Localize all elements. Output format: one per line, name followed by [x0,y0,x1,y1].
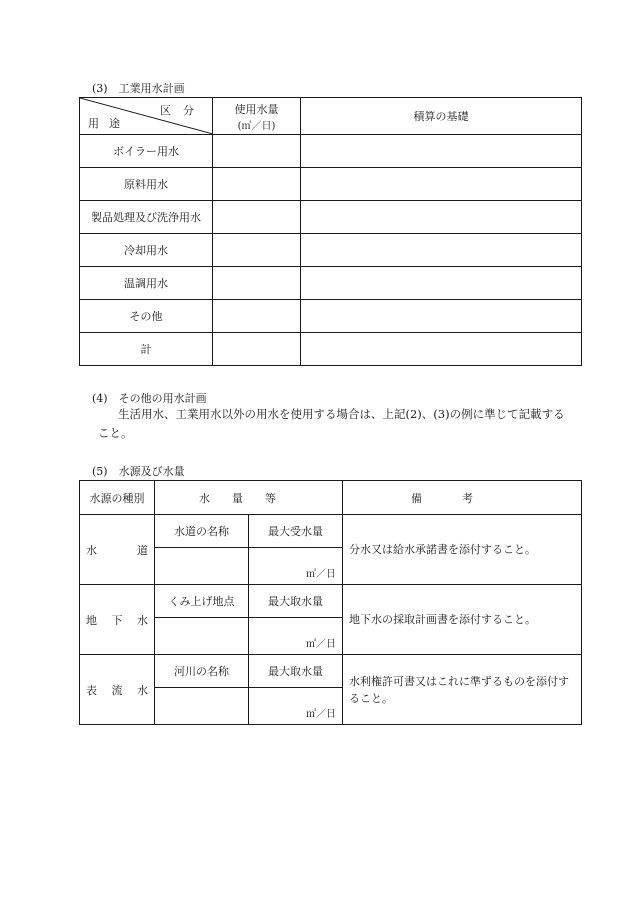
basis-input-cell[interactable] [301,267,582,300]
table-row [80,234,582,267]
name-label: 水道の名称 [155,515,249,548]
usage-input-cell[interactable] [213,333,301,366]
header-usage-cell [213,98,301,135]
industrial-water-plan-table [79,97,582,366]
basis-input-cell[interactable] [301,135,582,168]
source-kind: 表流水 [80,655,155,725]
row-label: 冷却用水 [80,234,213,267]
amount-unit[interactable]: ㎥／日 [249,548,343,585]
table-row [80,585,582,618]
section5-title: (5) 水源及び水量 [92,465,185,478]
source-note: 水利権許可書又はこれに準ずるものを添付すること。 [343,655,582,725]
amount-unit[interactable]: ㎥／日 [249,618,343,655]
basis-input-cell[interactable] [301,234,582,267]
basis-input-cell[interactable] [301,300,582,333]
name-label: くみ上げ地点 [155,585,249,618]
row-label: 製品処理及び洗浄用水 [80,201,213,234]
table-header-row [80,98,582,135]
diagonal-header-cell [80,98,213,135]
amount-label: 最大受水量 [249,515,343,548]
table-header-row [80,481,582,515]
row-label: 原料用水 [80,168,213,201]
row-label: 温調用水 [80,267,213,300]
amount-unit[interactable]: ㎥／日 [249,688,343,725]
row-label: ボイラー用水 [80,135,213,168]
table-row [80,168,582,201]
name-input-cell[interactable] [155,688,249,725]
usage-input-cell[interactable] [213,168,301,201]
basis-input-cell[interactable] [301,333,582,366]
usage-input-cell[interactable] [213,135,301,168]
usage-input-cell[interactable] [213,267,301,300]
header-remarks: 備考 [343,481,582,515]
row-label-total: 計 [80,333,213,366]
section4-body: 生活用水、工業用水以外の用水を使用する場合は、上記(2)、(3)の例に準じて記載すること。 [98,407,565,440]
usage-input-cell[interactable] [213,234,301,267]
row-label: その他 [80,300,213,333]
name-input-cell[interactable] [155,548,249,585]
table-row [80,300,582,333]
header-kubun: 区分 [160,104,206,117]
basis-input-cell[interactable] [301,168,582,201]
name-label: 河川の名称 [155,655,249,688]
header-basis: 積算の基礎 [301,98,582,135]
basis-input-cell[interactable] [301,201,582,234]
name-input-cell[interactable] [155,618,249,655]
source-kind: 水道 [80,515,155,585]
table-row-total [80,333,582,366]
usage-input-cell[interactable] [213,201,301,234]
header-kind: 水源の種別 [80,481,155,515]
water-source-table [79,480,582,725]
header-amount: 水量等 [155,481,343,515]
amount-label: 最大取水量 [249,585,343,618]
usage-input-cell[interactable] [213,300,301,333]
section4-title: (4) その他の用水計画 [92,392,207,405]
header-usage-unit: (㎥／日) [237,120,276,132]
source-note: 地下水の採取計画書を添付すること。 [343,585,582,655]
header-usage-label: 使用水量 [234,102,279,116]
table-row [80,201,582,234]
header-youto: 用途 [88,117,130,130]
table-row [80,135,582,168]
amount-label: 最大取水量 [249,655,343,688]
table-row [80,515,582,548]
source-note: 分水又は給水承諾書を添付すること。 [343,515,582,585]
section3-title: (3) 工業用水計画 [92,82,185,95]
table-row [80,655,582,688]
table-row [80,267,582,300]
source-kind: 地下水 [80,585,155,655]
